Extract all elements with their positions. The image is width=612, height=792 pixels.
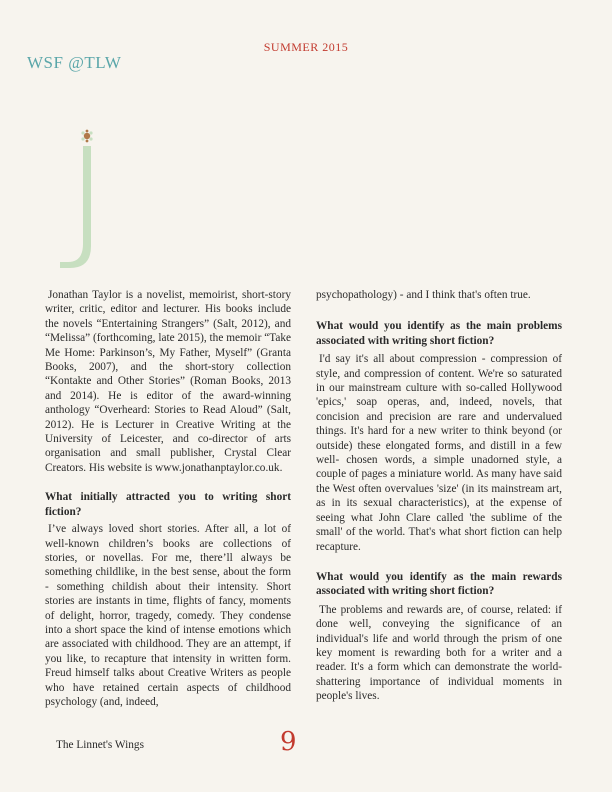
page-number: 9 — [280, 727, 297, 757]
author-bio: Jonathan Taylor is a novelist, memoirist, short-story writer, critic, editor and lecturer. His books include the novels “Entertaining Strangers” (Salt, 2012), and “Melissa” (forthcoming, late 2015), the memoir “Take Me Home: Parkinson’s, My Father, Myself” (Granta Books, 2007), and the short-story collection “Kontakte and Other Stories” (Roman Books, 2013 and 2014). He is editor of the award-winning anthology “Overheard: Stories to Read Aloud” (Salt, 2012). He is Lecturer in Creative Writing at the University of Leicester, and co-director of arts organisation and small publisher, Crystal Clear Creators. His website is www.jonathanptaylor.co.uk. — [45, 289, 291, 474]
answer-3: The problems and rewards are, of course, related: if done well, conveying the significance of an individual's life and world through the prism of one key moment is rewarding both for a writer and a reader. It's a form which can demonstrate the world-shattering importance of individual moments in people's lives. — [316, 603, 562, 703]
answer-1: I’ve always loved short stories. After all, a lot of well-known children’s books are collections of stories, or novellas. For me, there’ll always be something childlike, in the best sense, about the form - something childish about their intensity. Short stories are instants in time, flights of fancy, moments of delight, horror, tragedy, comedy. They condense into a short space the kind of intense emotions which are associated with childhood. They are an attempt, if you like, to recapture that intensity in written form. Freud himself talks about Creative Writers as people who have retained certain aspects of childhood psychology (and, indeed, — [45, 523, 291, 708]
flower-ornament-icon — [81, 130, 92, 143]
dropcap-letter-j — [52, 128, 112, 273]
left-column — [45, 288, 291, 709]
right-column — [316, 288, 562, 704]
question-1: What initially attracted you to writing short fiction? — [45, 491, 291, 518]
question-2: What would you identify as the main problems associated with writing short fiction? — [316, 320, 562, 347]
issue-season: SUMMER 2015 — [263, 40, 349, 54]
publication-name: The Linnet's Wings — [56, 739, 144, 751]
question-3: What would you identify as the main rewards associated with writing short fiction? — [316, 570, 562, 598]
answer-1-continued: psychopathology) - and I think that's often true. — [316, 289, 531, 301]
answer-2: I'd say it's all about compression - compression of style, and compression of content. We're so saturated in our mainstream culture with so-called Hollywood 'epics,' soap operas, and, indeed, novels, that concision and precision are rare and undervalued things. It's hard for a new writer to think beyond (or outside) these elongated forms, and distill in a few well- chosen words, a simple unadorned style, a couple of pages a miniature world. As many have said the West often overvalues 'size' (in its mainstream art, as in its sexual characteristics), at the expense of seeing what John Clare called 'the sublime of the small' of the world. That's what short fiction can help recapture. — [316, 353, 562, 553]
section-label: WSF @TLW — [27, 53, 122, 72]
